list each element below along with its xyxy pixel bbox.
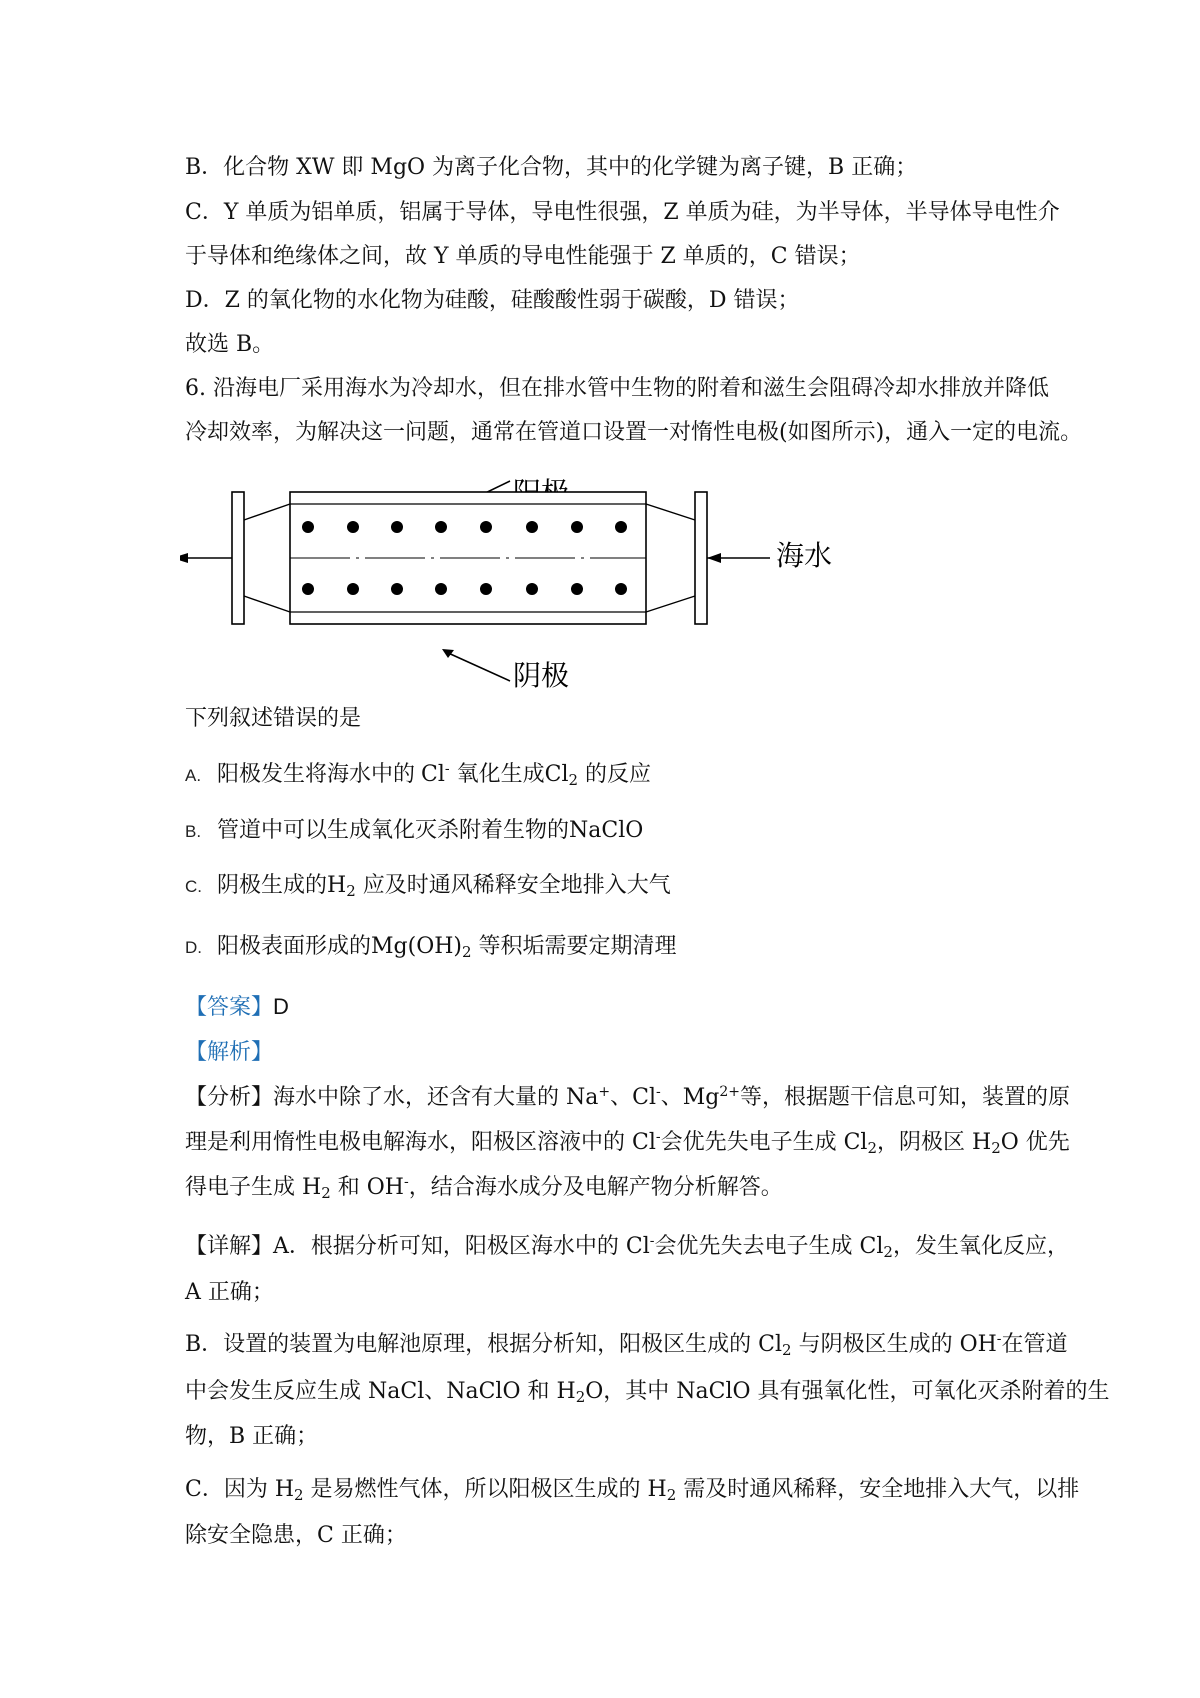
right-taper-bottom: [646, 596, 695, 612]
question-line-1: 6. 沿海电厂采用海水为冷却水，但在排水管中生物的附着和滋生会阻碍冷却水排放并降低: [185, 376, 1049, 401]
question-line-2: 冷却效率，为解决这一问题，通常在管道口设置一对惰性电极(如图所示)，通入一定的电流。: [185, 420, 1083, 445]
anode-electrode-dot: [480, 521, 492, 533]
question-stem: 下列叙述错误的是: [185, 706, 362, 731]
option-c-letter: C.: [185, 877, 202, 896]
analysis-line-3: 得电子生成 $H_2$ 和 OH-，结合海水成分及电解产物分析解答。: [185, 1174, 783, 1202]
detail-b-line-1: B．设置的装置为电解池原理，根据分析知，阳极区生成的 $Cl_2$ 与阴极区生成的 OH-在管道: [185, 1331, 1068, 1359]
prev-option-b: B．化合物 XW 即 MgO 为离子化合物，其中的化学键为离子键，B 正确；: [185, 155, 918, 180]
option-a: A. 阳极发生将海水中的 Cl- 氧化生成$Cl_2$ 的反应: [185, 761, 652, 789]
cathode-pointer: [446, 652, 510, 681]
cathode-electrode-dot: [435, 583, 447, 595]
answer-value: D: [273, 994, 289, 1019]
cathode-electrode-dot: [391, 583, 403, 595]
option-b-letter: B.: [185, 822, 202, 841]
anode-electrode-dot: [302, 521, 314, 533]
cathode-electrode-dot: [571, 583, 583, 595]
anode-electrode-dot: [526, 521, 538, 533]
cathode-pointer-head: [442, 649, 454, 658]
anode-electrode-dot: [571, 521, 583, 533]
anode-electrode-dot: [615, 521, 627, 533]
prev-option-d: D．Z 的氧化物的水化物为硅酸，硅酸酸性弱于碳酸，D 错误；: [185, 288, 800, 313]
left-flange: [232, 492, 244, 624]
analysis-line-1: 【分析】海水中除了水，还含有大量的 Na+、Cl-、$Mg^{2+}$等，根据题干信息可知，装置的原: [185, 1084, 1071, 1110]
prev-option-c-line1: C．Y 单质为铝单质，铝属于导体，导电性很强，Z 单质为硅，为半导体，半导体导电性介: [185, 200, 1060, 225]
analysis-line-2: 理是利用惰性电极电解海水，阳极区溶液中的 Cl-会优先失电子生成 $Cl_2$，阴极区 $H_2O$ 优先: [185, 1129, 1070, 1157]
right-taper-top: [646, 504, 695, 520]
inlet-arrow-head: [707, 553, 721, 563]
detail-b-line-3: 物，B 正确；: [185, 1424, 319, 1449]
option-a-letter: A.: [185, 766, 202, 785]
seawater-label: 海水: [776, 538, 833, 572]
option-c: C. 阴极生成的$H_2$ 应及时通风稀释安全地排入大气: [185, 873, 671, 900]
detail-b-line-2: 中会发生反应生成 NaCl、NaClO 和 $H_2O$，其中 NaClO 具有强氧化性，可氧化灭杀附着的生: [185, 1379, 1110, 1406]
outlet-arrow-head: [180, 553, 188, 563]
cathode-electrode-dot: [615, 583, 627, 595]
anode-electrode-dot: [435, 521, 447, 533]
right-flange: [695, 492, 707, 624]
cathode-label: 阴极: [513, 658, 570, 692]
answer-line: [185, 992, 1035, 1023]
detail-a-line-1: 【详解】A．根据分析可知，阳极区海水中的 Cl-会优先失去电子生成 $Cl_2$，发生氧化反应，: [185, 1233, 1069, 1261]
option-b: B. 管道中可以生成氧化灭杀附着生物的NaClO: [185, 816, 643, 847]
electrode-pipe-diagram: [180, 476, 940, 702]
prev-option-c-line2: 于导体和绝缘体之间，故 Y 单质的导电性能强于 Z 单质的，C 错误；: [185, 244, 861, 269]
cathode-electrode-dot: [526, 583, 538, 595]
option-d: D. 阳极表面形成的$Mg(OH)_2$ 等积垢需要定期清理: [185, 934, 677, 961]
option-d-letter: D.: [185, 938, 202, 957]
anode-electrode-dot: [347, 521, 359, 533]
left-taper-top: [244, 504, 290, 520]
analysis-header: 【解析】: [185, 1040, 274, 1065]
detail-a-line-2: A 正确；: [185, 1280, 274, 1305]
anode-electrode-dot: [391, 521, 403, 533]
cathode-electrode-dot: [302, 583, 314, 595]
cathode-electrode-dot: [480, 583, 492, 595]
detail-c-line-1: C．因为 $H_2$ 是易燃性气体，所以阳极区生成的 $H_2$ 需及时通风稀释，安全地排入大气，以排: [185, 1477, 1080, 1504]
cathode-electrode-dot: [347, 583, 359, 595]
detail-c-line-2: 除安全隐患，C 正确；: [185, 1523, 407, 1548]
answer-label: 【答案】: [185, 995, 274, 1020]
prev-conclusion: 故选 B。: [185, 332, 275, 357]
left-taper-bottom: [244, 596, 290, 612]
